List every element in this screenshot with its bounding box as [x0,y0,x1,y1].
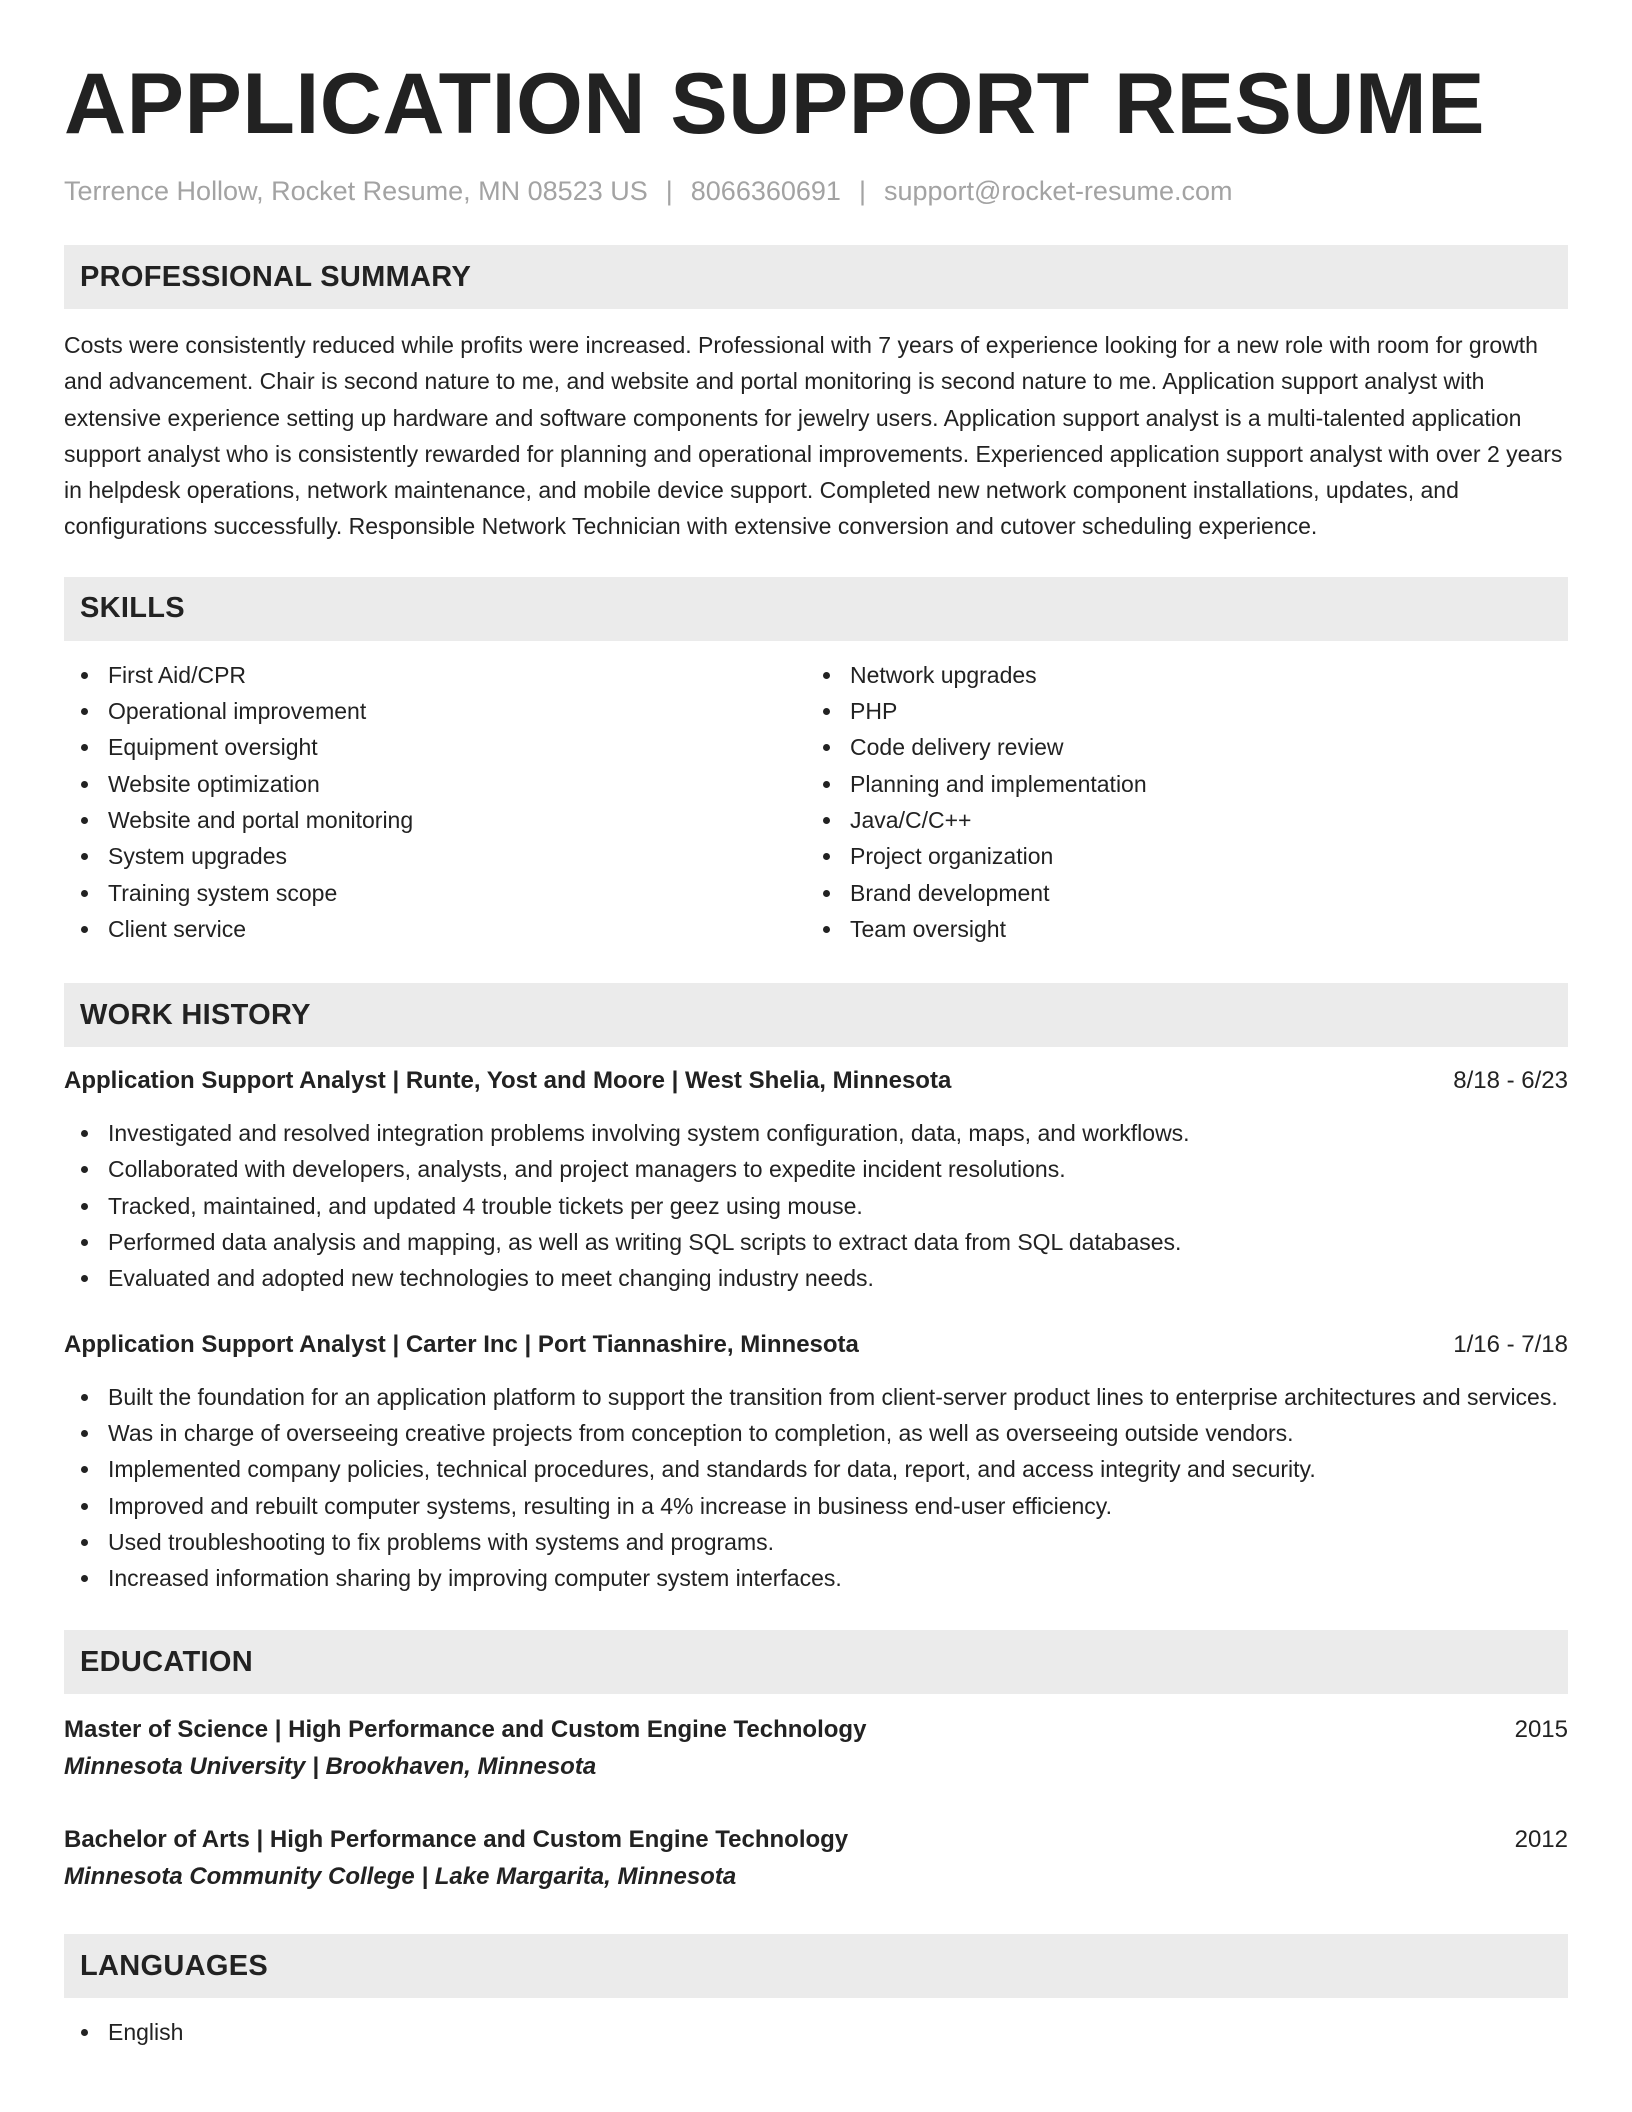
work-history-section-header: WORK HISTORY [64,983,1568,1047]
education-year: 2015 [1514,1716,1568,1744]
skill-item: Code delivery review [806,729,1548,765]
skill-item: Website and portal monitoring [64,802,806,838]
education-section-header: EDUCATION [64,1630,1568,1694]
skill-item: Equipment oversight [64,729,806,765]
job-dates: 1/16 - 7/18 [1453,1330,1568,1358]
languages-section-header: LANGUAGES [64,1934,1568,1998]
skill-item: Network upgrades [806,657,1548,693]
skill-item: Project organization [806,838,1548,874]
resume-page [64,56,1568,2051]
job-dates: 8/18 - 6/23 [1453,1067,1568,1095]
job-bullet: Implemented company policies, technical procedures, and standards for data, report, and access integrity and security. [64,1451,1568,1487]
job-bullet: Evaluated and adopted new technologies to meet changing industry needs. [64,1260,1568,1296]
skills-column-left [64,657,806,947]
education-degree: Master of Science | High Performance and Custom Engine Technology [64,1716,867,1744]
contact-address: Terrence Hollow, Rocket Resume, MN 08523 US [64,176,648,206]
education-school: Minnesota Community College | Lake Margarita, Minnesota [64,1863,737,1891]
job-title: Application Support Analyst | Runte, Yost and Moore | West Shelia, Minnesota [64,1067,952,1095]
job-header [64,1063,1568,1099]
job-bullet: Used troubleshooting to fix problems with systems and programs. [64,1524,1568,1560]
contact-email: support@rocket-resume.com [883,176,1233,206]
skill-item: Client service [64,911,806,947]
skills-column-right [806,657,1548,947]
skill-item: First Aid/CPR [64,657,806,693]
skills-list [64,657,1568,947]
skill-item: Planning and implementation [806,766,1548,802]
resume-title: APPLICATION SUPPORT RESUME [64,56,1485,152]
skill-item: System upgrades [64,838,806,874]
language-item: English [64,2014,1568,2050]
summary-text: Costs were consistently reduced while profits were increased. Professional with 7 years of experience looking for a new role with room for growth and advancement. Chair is second nature to me, and website and portal monitoring is second nature to me. Application support analyst with extensive experience setting up hardware and software components for jewelry users. Application support analyst is a multi-talented application support analyst who is consistently rewarded for planning and operational improvements. Experienced application support analyst with over 2 years in helpdesk operations, network maintenance, and mobile device support. Completed new network component installations, updates, and configurations successfully. Responsible Network Technician with extensive conversion and cutover scheduling experience. [64,332,1563,540]
job-header [64,1327,1568,1363]
skill-item: Brand development [806,875,1548,911]
job-bullet: Performed data analysis and mapping, as well as writing SQL scripts to extract data from SQL databases. [64,1224,1568,1260]
summary-section-header: PROFESSIONAL SUMMARY [64,245,1568,309]
skill-item: Training system scope [64,875,806,911]
contact-line [64,174,1568,208]
job-bullets [64,1115,1568,1296]
languages-list [64,2014,1568,2050]
contact-separator: | [858,176,866,206]
education-degree: Bachelor of Arts | High Performance and Custom Engine Technology [64,1826,849,1854]
contact-separator: | [665,176,673,206]
job-bullet: Collaborated with developers, analysts, and project managers to expedite incident resolutions. [64,1151,1568,1187]
job-bullets [64,1379,1568,1597]
education-year: 2012 [1514,1826,1568,1854]
job-bullet: Increased information sharing by improving computer system interfaces. [64,1560,1568,1596]
skill-item: Team oversight [806,911,1548,947]
skills-section-header: SKILLS [64,577,1568,641]
education-header [64,1822,1568,1858]
education-school: Minnesota University | Brookhaven, Minnesota [64,1753,597,1781]
job-entry [64,1063,1568,1296]
job-bullet: Was in charge of overseeing creative projects from conception to completion, as well as overseeing outside vendors. [64,1415,1568,1451]
job-title: Application Support Analyst | Carter Inc | Port Tiannashire, Minnesota [64,1330,859,1358]
education-entry [64,1822,1568,1896]
education-entry [64,1712,1568,1786]
skill-item: PHP [806,693,1548,729]
skill-item: Website optimization [64,766,806,802]
job-bullet: Tracked, maintained, and updated 4 trouble tickets per geez using mouse. [64,1188,1568,1224]
contact-phone: 8066360691 [690,176,841,206]
skill-item: Java/C/C++ [806,802,1548,838]
job-bullet: Investigated and resolved integration problems involving system configuration, data, maps, and workflows. [64,1115,1568,1151]
job-bullet: Built the foundation for an application platform to support the transition from client-server product lines to enterprise architectures and services. [64,1379,1568,1415]
education-header [64,1712,1568,1748]
job-bullet: Improved and rebuilt computer systems, resulting in a 4% increase in business end-user efficiency. [64,1488,1568,1524]
skill-item: Operational improvement [64,693,806,729]
job-entry [64,1327,1568,1597]
